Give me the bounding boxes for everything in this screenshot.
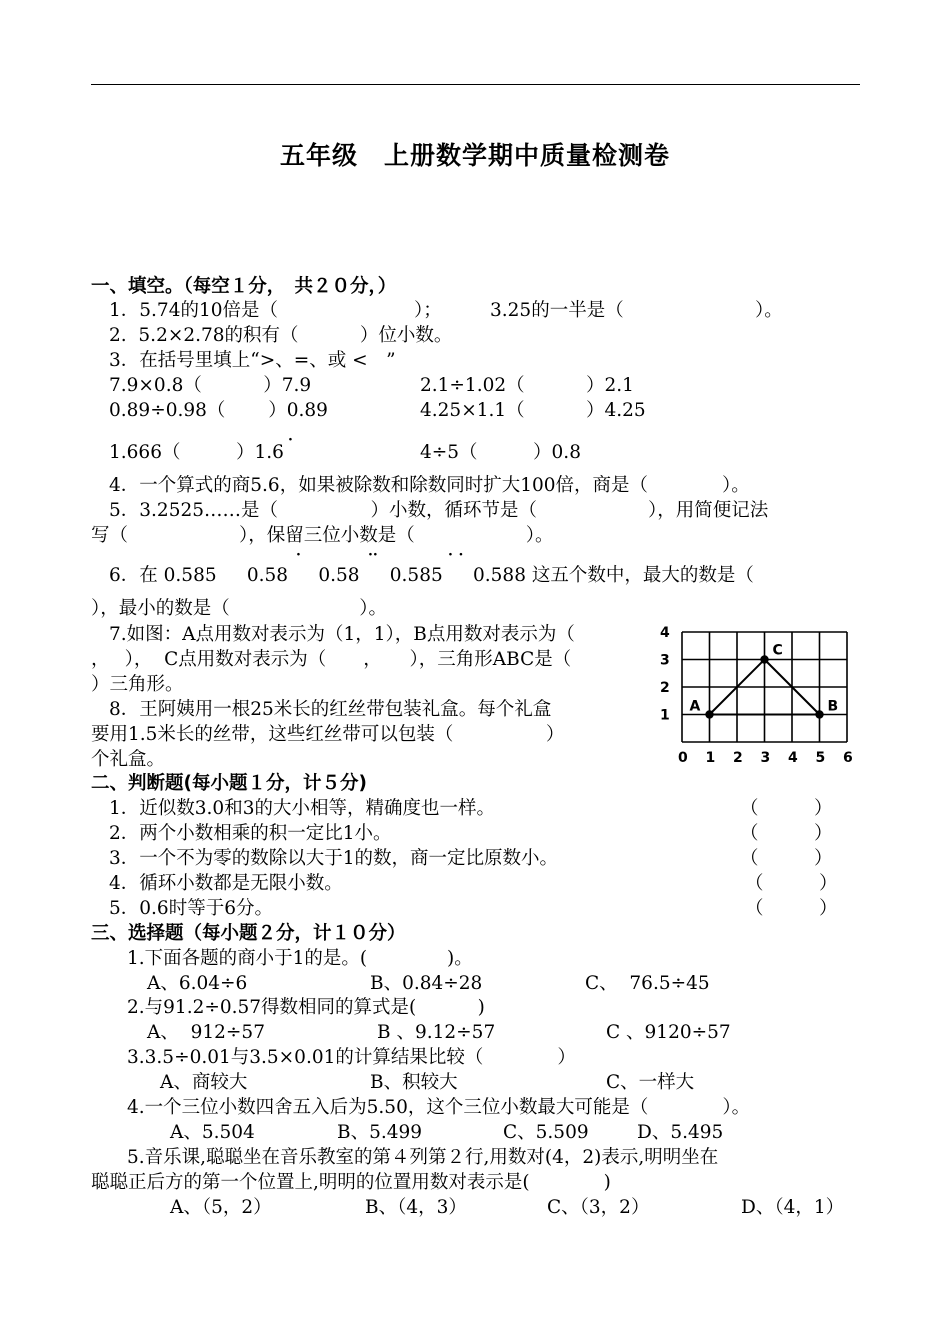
choice-q5-option-c: C、（3，2） xyxy=(547,1197,650,1218)
x-tick-label: 4 xyxy=(788,750,798,766)
y-tick-label: 2 xyxy=(660,680,670,696)
answer-paren: （ ） xyxy=(745,898,838,919)
y-tick-label: 4 xyxy=(660,625,670,641)
compare-2a: 0.89÷0.98（ ）0.89 xyxy=(109,400,328,421)
judgement-item: 3．一个不为零的数除以大于1的数，商一定比原数小。 xyxy=(109,848,559,869)
choice-q2-option-a: A、 912÷57 xyxy=(147,1022,265,1043)
answer-paren: （ ） xyxy=(745,873,838,894)
choice-q1-option-c: C、 76.5÷45 xyxy=(585,973,710,994)
choice-q2: 2.与91.2÷0.57得数相同的算式是( ) xyxy=(127,997,485,1018)
x-tick-label: 1 xyxy=(705,750,716,766)
point-label-b: B xyxy=(827,698,839,715)
choice-q4-option-b: B、5.499 xyxy=(337,1122,423,1143)
repeating-dot: · · xyxy=(448,547,464,563)
judgement-item: 4．循环小数都是无限小数。 xyxy=(109,873,343,894)
q8-line-3: 个礼盒。 xyxy=(91,749,166,770)
q7-line-2: ， ）， C点用数对表示为（ ， ），三角形ABC是（ xyxy=(91,649,572,670)
q7-line-3: ）三角形。 xyxy=(91,674,184,695)
point-b xyxy=(815,710,823,718)
q5-line-2: 写（ ），保留三位小数是（ ）。 xyxy=(91,525,554,546)
q4-text: 4．一个算式的商5.6，如果被除数和除数同时扩大100倍，商是（ ）。 xyxy=(109,475,750,496)
q8-line-1: 8．王阿姨用一根25米长的红丝带包装礼盒。每个礼盒 xyxy=(109,699,552,720)
q7-line-1: 7.如图：A点用数对表示为（1，1），B点用数对表示为（ xyxy=(109,624,575,645)
point-c xyxy=(760,655,768,663)
y-tick-label: 3 xyxy=(660,652,670,669)
choice-q5-line-1: 5.音乐课,聪聪坐在音乐教室的第４列第２行,用数对(4，2)表示,明明坐在 xyxy=(127,1147,719,1168)
compare-3b: 4÷5（ ）0.8 xyxy=(420,442,581,463)
x-tick-label: 3 xyxy=(760,750,771,766)
choice-q5-option-a: A、（5，2） xyxy=(170,1197,272,1218)
x-tick-label: 0 xyxy=(678,750,688,766)
choice-q5-line-2: 聪聪正后方的第一个位置上,明明的位置用数对表示是( ) xyxy=(91,1172,611,1193)
q1-part-d: ）。 xyxy=(755,300,783,321)
choice-q1-option-b: B、0.84÷28 xyxy=(370,973,483,994)
q1-part-a: 1．5.74的10倍是（ xyxy=(109,300,279,321)
top-rule xyxy=(91,84,860,85)
repeating-dot: ·· xyxy=(368,547,378,563)
q1-part-c: 3.25的一半是（ xyxy=(490,300,624,321)
point-label-c: C xyxy=(772,642,783,659)
choice-q3-option-b: B、积较大 xyxy=(370,1072,458,1093)
choice-q3-option-a: A、商较大 xyxy=(160,1072,248,1093)
q2-text: 2. 5.2×2.78的积有（ ）位小数。 xyxy=(109,325,453,346)
choice-q3: 3.3.5÷0.01与3.5×0.01的计算结果比较（ ） xyxy=(127,1047,576,1068)
judgement-item: 2．两个小数相乘的积一定比1小。 xyxy=(109,823,392,844)
choice-q5-option-b: B、（4，3） xyxy=(365,1197,467,1218)
section-2-heading: 二、判断题(每小题１分，计５分) xyxy=(91,773,367,794)
q8-line-2: 要用1.5米长的丝带，这些红丝带可以包装（ ） xyxy=(91,724,565,745)
page-title: 五年级 上册数学期中质量检测卷 xyxy=(279,141,670,170)
y-tick-label: 1 xyxy=(660,707,670,724)
choice-q3-option-c: C、一样大 xyxy=(606,1072,695,1093)
compare-2b: 4.25×1.1（ ）4.25 xyxy=(420,400,646,421)
answer-paren: （ ） xyxy=(740,798,833,819)
judgement-item: 5．0.6时等于6分。 xyxy=(109,898,273,919)
q5-line-1: 5．3.2525……是（ ）小数，循环节是（ ），用简便记法 xyxy=(109,500,769,521)
compare-3a: 1.666（ ）1.6 xyxy=(109,442,284,463)
q3-text: 3．在括号里填上“>、=、或 < ” xyxy=(109,350,396,371)
q6-line-1: 6．在 0.585 0.58 0.58 0.585 0.588 这五个数中，最大的数是（ xyxy=(109,565,754,586)
point-a xyxy=(705,710,713,718)
choice-q2-option-b: B 、9.12÷57 xyxy=(377,1022,496,1043)
judgement-item: 1．近似数3.0和3的大小相等，精确度也一样。 xyxy=(109,798,495,819)
x-tick-label: 5 xyxy=(815,750,826,766)
choice-q4-option-a: A、5.504 xyxy=(170,1122,255,1143)
point-label-a: A xyxy=(689,698,701,715)
compare-1a: 7.9×0.8（ ）7.9 xyxy=(109,375,312,396)
choice-q5-option-d: D、（4，1） xyxy=(741,1197,845,1218)
section-1-heading: 一、填空。（每空１分， 共２０分，） xyxy=(91,276,397,297)
coordinate-grid-figure xyxy=(655,624,860,769)
x-tick-label: 6 xyxy=(843,750,853,766)
choice-q4-option-c: C、5.509 xyxy=(503,1122,589,1143)
compare-1b: 2.1÷1.02（ ）2.1 xyxy=(420,375,634,396)
x-tick-label: 2 xyxy=(733,750,743,766)
repeating-dot: · xyxy=(288,432,293,448)
answer-paren: （ ） xyxy=(740,823,833,844)
choice-q4: 4.一个三位小数四舍五入后为5.50，这个三位小数最大可能是（ ）。 xyxy=(127,1097,751,1118)
choice-q1: 1.下面各题的商小于1的是。( )。 xyxy=(127,948,473,969)
q6-line-2: ），最小的数是（ ）。 xyxy=(91,598,388,619)
answer-paren: （ ） xyxy=(740,848,833,869)
choice-q2-option-c: C 、9120÷57 xyxy=(606,1022,731,1043)
repeating-dot: · xyxy=(296,547,301,563)
choice-q1-option-a: A、6.04÷6 xyxy=(147,973,248,994)
choice-q4-option-d: D、5.495 xyxy=(637,1122,724,1143)
section-3-heading: 三、选择题（每小题２分，计１０分） xyxy=(91,923,406,944)
q1-part-b: ）； xyxy=(414,300,442,321)
